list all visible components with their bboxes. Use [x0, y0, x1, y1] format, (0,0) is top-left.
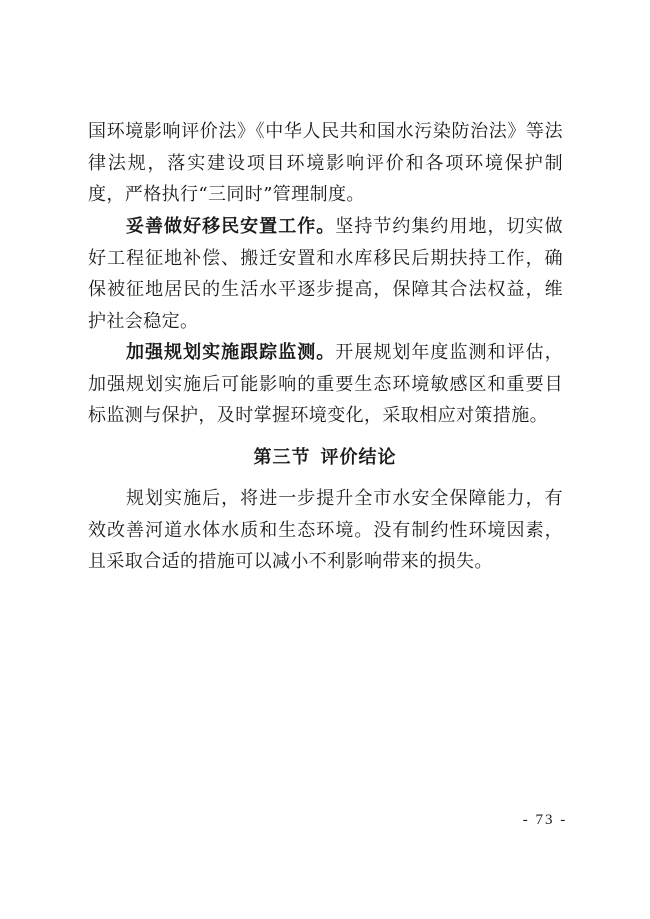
paragraph-monitoring	[88, 337, 563, 432]
paragraph-conclusion	[88, 483, 563, 578]
paragraph-text: 开展规划年度监测和评估，加强规划实施后可能影响的重要生态环境敏感区和重要目标监测与保护，及时掌握环境变化，采取相应对策措施。	[88, 342, 563, 426]
paragraph-resettlement	[88, 211, 563, 337]
paragraph-text: 国环境影响评价法》《中华人民共和国水污染防治法》等法律法规，落实建设项目环境影响评价和各项环境保护制度，严格执行“三同时”管理制度。	[88, 121, 563, 205]
section-heading	[0, 443, 650, 469]
paragraph-lead-monitoring: 加强规划实施跟踪监测。	[126, 342, 336, 363]
paragraph-regulations	[88, 116, 563, 211]
paragraph-lead-resettlement: 妥善做好移民安置工作。	[126, 216, 336, 237]
page-number: - 73 -	[522, 812, 568, 828]
paragraph-text: 坚持节约集约用地，切实做好工程征地补偿、搬迁安置和水库移民后期扶持工作，确保被征地居民的生活水平逐步提高，保障其合法权益，维护社会稳定。	[88, 216, 563, 332]
section-number: 第三节	[253, 447, 311, 468]
section-title: 评价结论	[320, 447, 397, 468]
paragraph-text: 规划实施后，将进一步提升全市水安全保障能力，有效改善河道水体水质和生态环境。没有制约性环境因素，且采取合适的措施可以减小不利影响带来的损失。	[88, 488, 563, 572]
